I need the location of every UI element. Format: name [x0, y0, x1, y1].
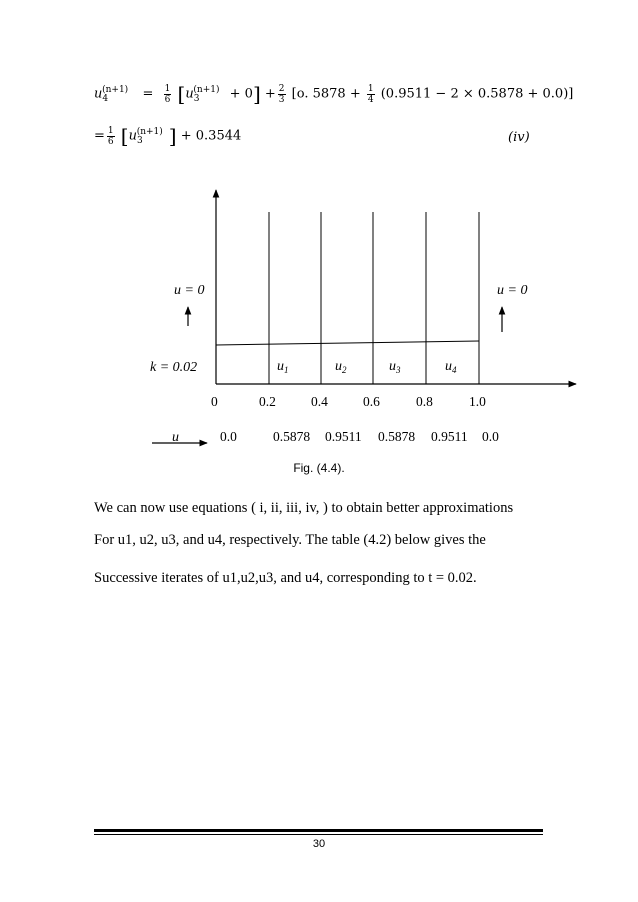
u-value-0: 0.0 [220, 429, 237, 444]
right-boundary-label: u = 0 [497, 283, 528, 298]
k-label: k = 0.02 [150, 360, 198, 375]
x-tick-0.6: 0.6 [363, 394, 380, 409]
eq1-lhs-sup: (n+1) [102, 85, 129, 96]
u-row-label: u [172, 430, 179, 445]
u2-sub: 2 [342, 365, 347, 375]
eq2-rest: + 0.3544 [180, 128, 242, 144]
u3-label [389, 359, 401, 375]
eq2-equals: = [94, 128, 105, 144]
left-boundary-label: u = 0 [174, 283, 205, 298]
paragraph-line-1: We can now use equations ( i, ii, iii, iv, ) to obtain better approximations [94, 500, 514, 516]
eq1-frac-one-sixth [164, 84, 172, 105]
x-tick-0: 0 [211, 394, 218, 409]
x-tick-1.0: 1.0 [469, 394, 486, 409]
u4-sub: 4 [452, 365, 457, 375]
x-tick-0.2: 0.2 [259, 394, 276, 409]
eq1-frac1-den: 6 [164, 94, 171, 105]
eq2-tag: (iv) [508, 130, 530, 145]
x-tick-0.8: 0.8 [416, 394, 433, 409]
time-level-line [216, 341, 479, 345]
u1-var: u [277, 359, 284, 374]
footer-rule-thin [94, 834, 543, 835]
eq1-frac3-num: 1 [367, 83, 374, 94]
u4-label [445, 359, 457, 375]
u-value-5: 0.0 [482, 429, 499, 444]
u1-sub: 1 [284, 365, 289, 375]
eq1-term-sup: (n+1) [193, 85, 220, 96]
eq2-term-sup: (n+1) [136, 127, 163, 138]
equation-tag-iv [508, 130, 530, 145]
eq2-frac-num: 1 [107, 125, 114, 136]
eq1-frac-one-quarter [367, 84, 375, 105]
eq2-term-var: u [128, 128, 137, 144]
equation-u4: $u_4^{(n+1)}$ = $\frac{1}{6}$ $[u_3^{(n+1)} + 0]$ + $\frac{2}{3}$ [o. 5878 + $\frac{1}{4}$ (0.9511 − 2 × 0.5878 + 0.0)] [94, 82, 574, 106]
eq1-term-var: u [185, 86, 194, 102]
equation-iv: = $\frac{1}{6}$ [$u_3^{(n+1)}$ ] + 0.3544 [94, 124, 242, 148]
footer-rule-thick [94, 829, 543, 832]
eq1-lhs-var: u [94, 86, 103, 102]
paragraph-line-3: Successive iterates of u1,u2,u3, and u4, corresponding to t = 0.02. [94, 570, 477, 586]
eq1-bracket-b: (0.9511 − 2 × 0.5878 + 0.0)] [380, 86, 574, 102]
eq1-frac2-num: 2 [278, 83, 285, 94]
eq1-frac1-num: 1 [164, 83, 171, 94]
u-value-2: 0.9511 [325, 429, 362, 444]
page-number: 30 [312, 838, 326, 850]
eq1-frac3-den: 4 [367, 94, 374, 105]
u2-label [335, 359, 347, 375]
eq2-frac-den: 6 [107, 136, 114, 147]
eq1-frac2-den: 3 [278, 94, 285, 105]
eq1-term-sub: 3 [193, 94, 200, 105]
x-tick-0.4: 0.4 [311, 394, 328, 409]
eq1-plus-zero: + 0 [229, 86, 253, 102]
eq2-frac-one-sixth [107, 126, 115, 147]
eq1-lhs-sub: 4 [102, 94, 109, 105]
u1-label [277, 359, 289, 375]
eq1-frac-two-thirds [278, 84, 286, 105]
u4-var: u [445, 359, 452, 374]
eq2-term-sub: 3 [136, 136, 143, 147]
u-value-4: 0.9511 [431, 429, 468, 444]
figure-caption: Fig. (4.4). [293, 461, 345, 475]
u-value-1: 0.5878 [273, 429, 311, 444]
u3-var: u [389, 359, 396, 374]
u2-var: u [335, 359, 342, 374]
u3-sub: 3 [396, 365, 401, 375]
u-value-3: 0.5878 [378, 429, 416, 444]
eq1-bracket-a: [o. 5878 + [291, 86, 361, 102]
paragraph-line-2: For u1, u2, u3, and u4, respectively. The table (4.2) below gives the [94, 532, 486, 548]
